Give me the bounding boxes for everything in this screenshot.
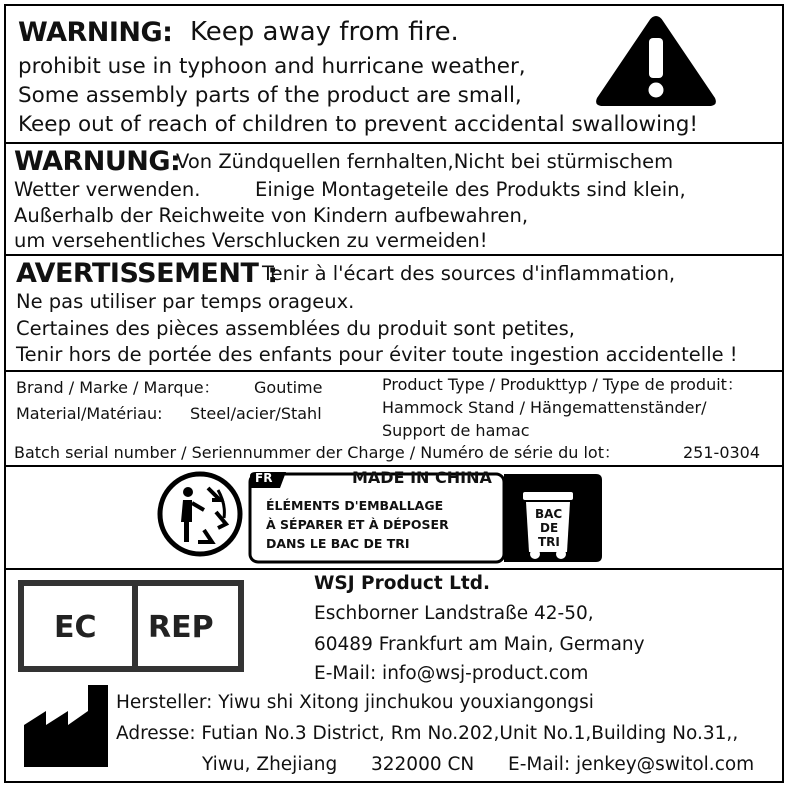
manufacturer-postal: 322000 CN <box>371 754 475 775</box>
bin-label-3: TRI <box>538 535 560 549</box>
warning-en-title: WARNING: <box>18 17 173 48</box>
batch-value: 251-0304 <box>683 443 761 462</box>
divider-4 <box>4 465 784 467</box>
material-value: Steel/acier/Stahl <box>190 404 322 423</box>
triman-line-3: DANS LE BAC DE TRI <box>266 536 410 551</box>
bin-label-1: BAC <box>535 507 563 521</box>
ec-rep-street: Eschborner Landstraße 42-50, <box>314 603 594 624</box>
manufacturer-email: E-Mail: jenkey@switol.com <box>508 754 755 775</box>
ec-rep-city: 60489 Frankfurt am Main, Germany <box>314 634 645 655</box>
product-type-value-2: Support de hamac <box>382 421 530 440</box>
warning-fr-line-4: Tenir hors de portée des enfants pour éviter toute ingestion accidentelle ! <box>16 343 738 366</box>
ec-rep-divider <box>132 586 138 666</box>
warning-en-title-text: Keep away from fire. <box>190 17 459 47</box>
manufacturer-line-1: Hersteller: Yiwu shi Xitong jinchukou youxiangongsi <box>116 692 594 713</box>
warning-en-line-2: prohibit use in typhoon and hurricane weather, <box>18 54 526 79</box>
fr-country-code: FR <box>255 471 273 485</box>
warning-fr-line-2: Ne pas utiliser par temps orageux. <box>16 290 355 313</box>
warning-de-line-2b: Einige Montageteile des Produkts sind klein, <box>255 178 686 201</box>
divider-5 <box>4 568 784 570</box>
warning-de-title-text: Von Zündquellen fernhalten,Nicht bei stürmischem <box>176 150 674 173</box>
ec-rep-symbol <box>18 580 244 672</box>
triman-recycling-icon <box>154 470 246 558</box>
hazard-warning-icon <box>591 10 721 110</box>
triman-line-2: À SÉPARER ET À DÉPOSER <box>266 517 449 532</box>
ec-text: EC <box>54 610 97 645</box>
warning-fr-title: AVERTISSEMENT : <box>16 258 278 289</box>
batch-label: Batch serial number / Seriennummer der Charge / Numéro de série du lot： <box>14 443 620 462</box>
ec-rep-email: E-Mail: info@wsj-product.com <box>314 663 589 684</box>
warning-de-line-2a: Wetter verwenden. <box>14 178 201 201</box>
divider-2 <box>4 254 784 256</box>
brand-label: Brand / Marke / Marque： <box>16 378 220 397</box>
product-type-label: Product Type / Produkttyp / Type de produit： <box>382 375 743 394</box>
triman-line-1: ÉLÉMENTS D'EMBALLAGE <box>266 498 444 513</box>
ec-rep-company: WSJ Product Ltd. <box>314 573 491 594</box>
rep-text: REP <box>148 610 214 645</box>
brand-value: Goutime <box>254 378 323 397</box>
warning-en-line-3: Some assembly parts of the product are small, <box>18 83 522 108</box>
manufacturer-address: Adresse: Futian No.3 District, Rm No.202,Unit No.1,Building No.31,, <box>116 723 739 744</box>
made-in-china: MADE IN CHINA <box>352 468 492 487</box>
warning-en-line-4: Keep out of reach of children to prevent accidental swallowing! <box>18 112 698 137</box>
product-type-value-1: Hammock Stand / Hängemattenständer/ <box>382 398 707 417</box>
divider-3 <box>4 370 784 372</box>
divider-1 <box>4 142 784 144</box>
bin-label-2: DE <box>540 521 559 535</box>
warning-de-line-3: Außerhalb der Reichweite von Kindern aufbewahren, <box>14 204 529 227</box>
manufacturer-city: Yiwu, Zhejiang <box>202 754 338 775</box>
warning-de-line-4: um versehentliches Verschlucken zu vermeiden! <box>14 229 488 252</box>
warning-fr-title-text: Tenir à l'écart des sources d'inflammation, <box>262 262 676 285</box>
factory-icon <box>22 683 112 767</box>
warning-de-title: WARNUNG: <box>14 146 181 177</box>
material-label: Material/Matériau: <box>16 404 163 423</box>
warning-fr-line-3: Certaines des pièces assemblées du produit sont petites, <box>16 317 575 340</box>
